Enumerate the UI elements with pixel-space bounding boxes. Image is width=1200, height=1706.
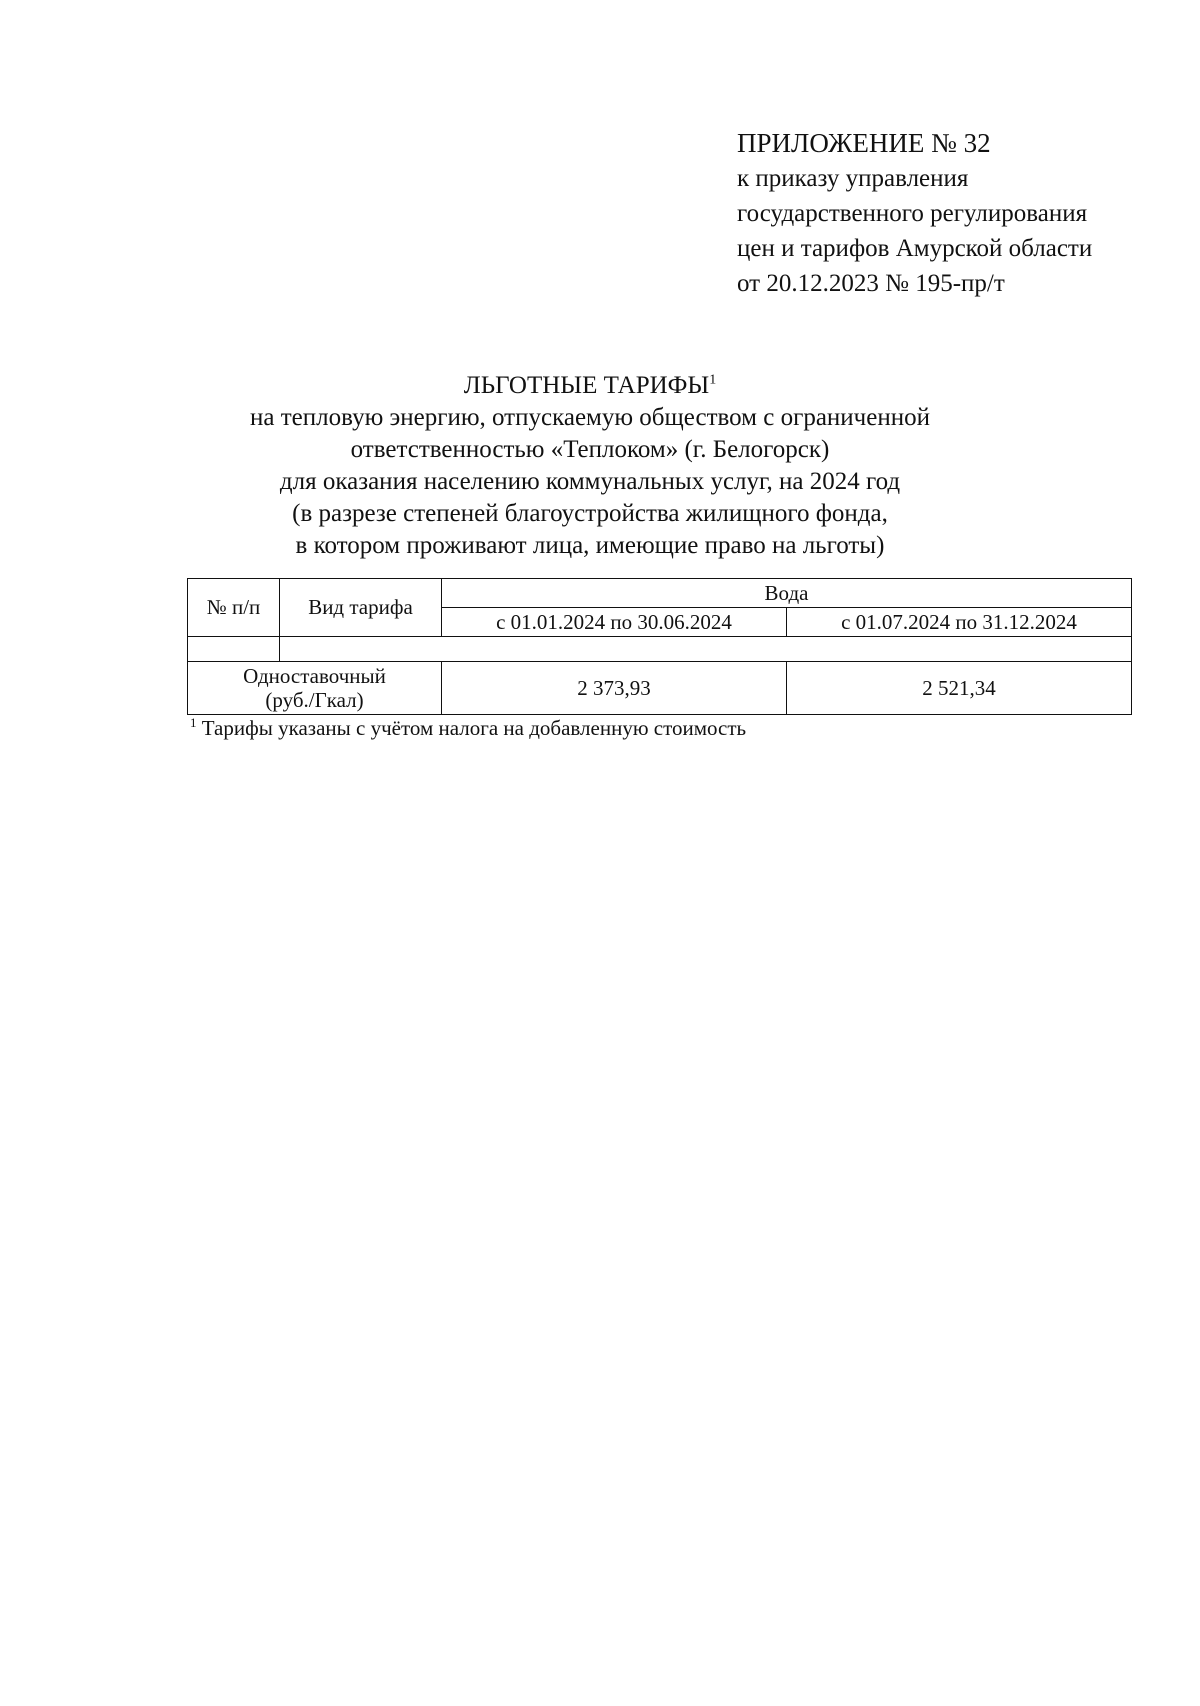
header-period-2: с 01.07.2024 по 31.12.2024	[787, 608, 1132, 637]
tariff-type-cell	[188, 662, 442, 715]
title-line: (в разрезе степеней благоустройства жилищного фонда,	[292, 500, 888, 527]
header-period-1: с 01.01.2024 по 30.06.2024	[442, 608, 787, 637]
appendix-line: цен и тарифов Амурской области	[737, 235, 1093, 262]
footnote	[190, 716, 746, 741]
title-heading-text: ЛЬГОТНЫЕ ТАРИФЫ	[463, 372, 710, 399]
header-water-group: Вода	[442, 579, 1132, 608]
tariff-value-period-1: 2 373,93	[442, 662, 787, 715]
table-header-row	[188, 579, 1132, 608]
title-line: на тепловую энергию, отпускаемую обществом с ограниченной	[250, 404, 930, 431]
title-line: для оказания населению коммунальных услуг, на 2024 год	[279, 468, 901, 495]
appendix-title: ПРИЛОЖЕНИЕ № 32	[737, 128, 991, 158]
tariff-type-label: Одноставочный	[243, 664, 386, 688]
footnote-mark: 1	[709, 372, 717, 388]
appendix-line: государственного регулирования	[737, 200, 1088, 227]
header-number: № п/п	[188, 579, 280, 637]
table-cell	[280, 637, 1132, 662]
tariff-table	[187, 578, 1132, 715]
footnote-mark: 1	[190, 715, 197, 730]
table-row	[188, 662, 1132, 715]
footnote-text: Тарифы указаны с учётом налога на добавленную стоимость	[201, 716, 747, 740]
title-heading	[150, 370, 1030, 402]
table-row-empty	[188, 637, 1132, 662]
appendix-date-number: от 20.12.2023 № 195-пр/т	[737, 270, 1005, 297]
tariff-unit-label: (руб./Гкал)	[265, 688, 364, 712]
appendix-line: к приказу управления	[737, 165, 969, 192]
tariff-value-period-2: 2 521,34	[787, 662, 1132, 715]
header-tariff-type: Вид тарифа	[280, 579, 442, 637]
appendix-block	[737, 126, 1177, 301]
title-line: ответственностью «Теплоком» (г. Белогорск)	[350, 436, 830, 463]
title-line: в котором проживают лица, имеющие право на льготы)	[295, 532, 885, 559]
table-cell	[188, 637, 280, 662]
document-title	[150, 370, 1030, 562]
